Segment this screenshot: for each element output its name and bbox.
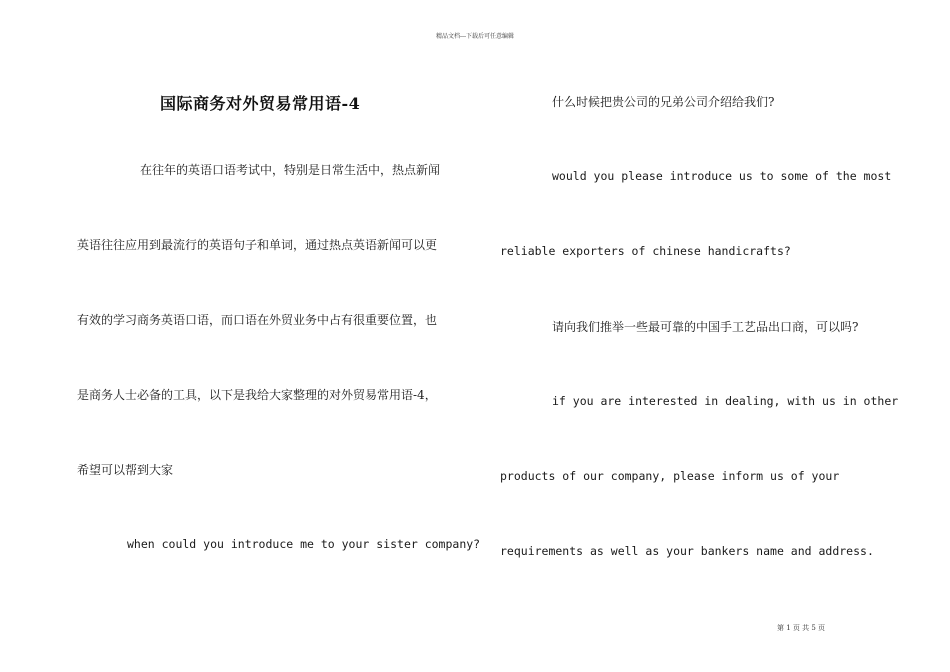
right-english-phrase: if you are interested in dealing, with us in other [552,394,899,408]
right-chinese-translation: 什么时候把贵公司的兄弟公司介绍给我们? [552,95,775,109]
page-header-note: 精品文档---下载后可任意编辑 [435,33,515,40]
right-english-phrase: products of our company, please inform us of your [500,469,840,483]
page-number-indicator: 第 1 页 共 5 页 [777,624,826,632]
left-paragraph-line: 有效的学习商务英语口语，而口语在外贸业务中占有很重要位置，也 [77,313,438,327]
left-paragraph-line: 在往年的英语口语考试中，特别是日常生活中，热点新闻 [140,163,441,177]
right-english-phrase: requirements as well as your bankers name and address. [500,544,874,558]
right-chinese-translation: 请向我们推举一些最可靠的中国手工艺品出口商，可以吗? [552,320,859,334]
right-english-phrase: reliable exporters of chinese handicrafts? [500,244,791,258]
left-paragraph-line: 英语往往应用到最流行的英语句子和单词，通过热点英语新闻可以更 [77,238,438,252]
document-title: 国际商务对外贸易常用语-4 [160,94,361,113]
right-english-phrase: would you please introduce us to some of the most [552,169,892,183]
left-english-phrase: when could you introduce me to your sister company? [127,537,481,551]
left-paragraph-line: 希望可以帮到大家 [77,463,174,477]
left-paragraph-line: 是商务人士必备的工具，以下是我给大家整理的对外贸易常用语-4， [77,388,437,402]
